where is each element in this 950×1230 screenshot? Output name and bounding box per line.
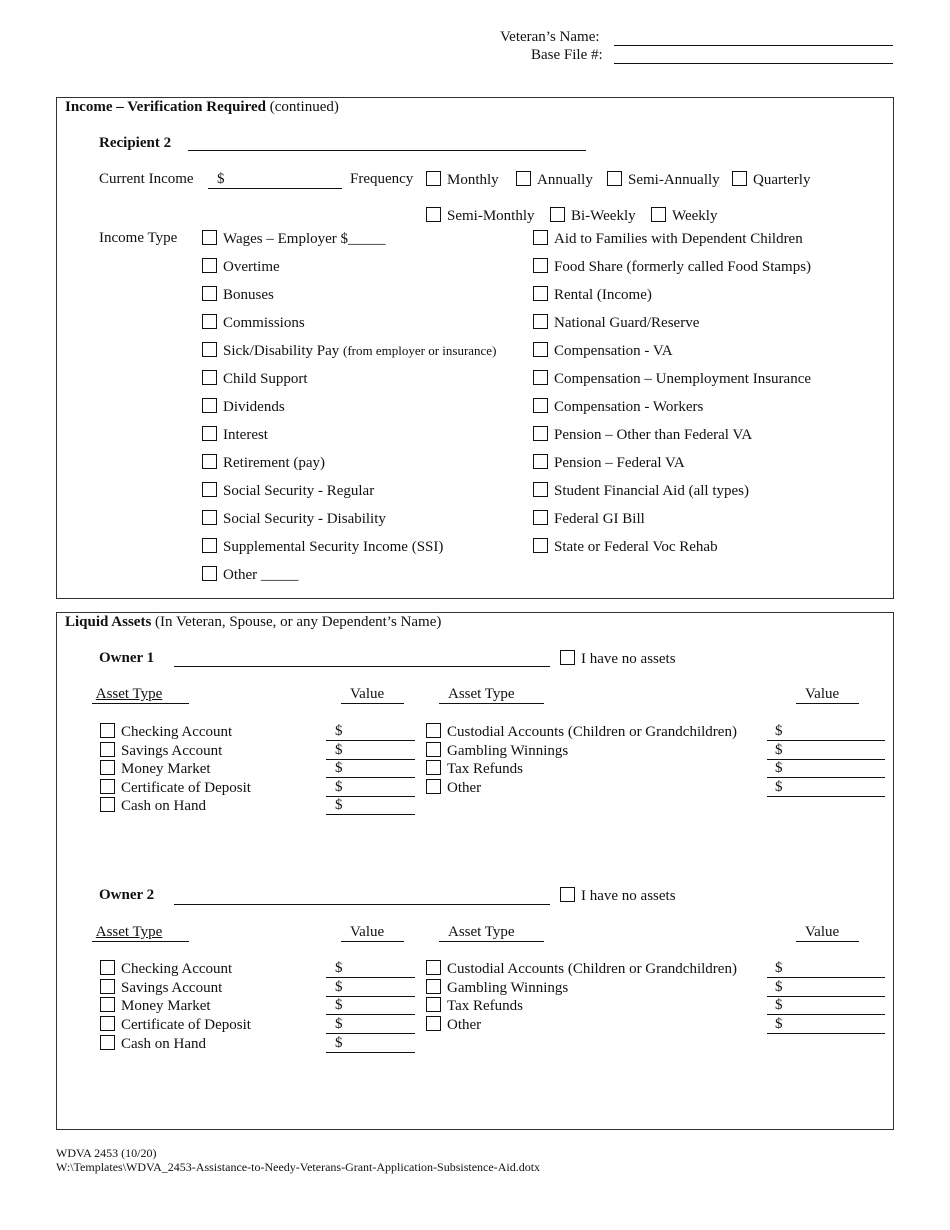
form-id: WDVA 2453 (10/20) bbox=[56, 1146, 157, 1160]
income-type-comp-unemployment[interactable]: Compensation – Unemployment Insurance bbox=[533, 370, 811, 388]
recipient-name-field[interactable] bbox=[188, 150, 586, 151]
owner-2-value-header-right: Value bbox=[805, 924, 840, 940]
owner-2-asset-money-market[interactable]: Money Market bbox=[100, 997, 211, 1015]
income-section-title: Income – Verification Required (continued) bbox=[65, 99, 339, 115]
dollar-sign: $ bbox=[335, 779, 343, 795]
income-type-national-guard[interactable]: National Guard/Reserve bbox=[533, 314, 699, 332]
owner-1-asset-savings[interactable]: Savings Account bbox=[100, 742, 222, 760]
checkbox-icon[interactable] bbox=[100, 742, 115, 757]
checkbox-icon[interactable] bbox=[100, 760, 115, 775]
dollar-sign: $ bbox=[775, 979, 783, 995]
income-type-pension-federal-va[interactable]: Pension – Federal VA bbox=[533, 454, 685, 472]
checkbox-icon[interactable] bbox=[533, 482, 548, 497]
checkbox-icon[interactable] bbox=[533, 426, 548, 441]
checkbox-icon[interactable] bbox=[100, 779, 115, 794]
income-type-interest[interactable]: Interest bbox=[202, 426, 268, 444]
header-underline bbox=[341, 703, 404, 704]
owner-1-asset-type-header-right: Asset Type bbox=[448, 686, 515, 702]
income-type-ssi[interactable]: Supplemental Security Income (SSI) bbox=[202, 538, 443, 556]
checkbox-icon[interactable] bbox=[533, 370, 548, 385]
owner-2-asset-checking[interactable]: Checking Account bbox=[100, 960, 232, 978]
checkbox-icon[interactable] bbox=[202, 566, 217, 581]
checkbox-icon[interactable] bbox=[533, 454, 548, 469]
income-type-sick-disability[interactable]: Sick/Disability Pay (from employer or insurance) bbox=[202, 342, 496, 360]
owner-2-asset-cd[interactable]: Certificate of Deposit bbox=[100, 1016, 251, 1034]
dollar-sign: $ bbox=[775, 960, 783, 976]
checkbox-icon[interactable] bbox=[100, 797, 115, 812]
checkbox-icon[interactable] bbox=[202, 398, 217, 413]
owner-1-asset-checking[interactable]: Checking Account bbox=[100, 723, 232, 741]
owner-2-value-header: Value bbox=[350, 924, 385, 940]
dollar-sign: $ bbox=[335, 797, 343, 813]
checkbox-icon[interactable] bbox=[202, 258, 217, 273]
template-path: W:\Templates\WDVA_2453-Assistance-to-Needy-Veterans-Grant-Application-Subsistence-Aid.dotx bbox=[56, 1160, 541, 1174]
checkbox-icon[interactable] bbox=[202, 230, 217, 245]
checkbox-icon[interactable] bbox=[100, 960, 115, 975]
owner-1-value-field-right[interactable] bbox=[767, 759, 885, 760]
income-type-afdc[interactable]: Aid to Families with Dependent Children bbox=[533, 230, 803, 248]
freq-bi-weekly[interactable]: Bi-Weekly bbox=[550, 207, 636, 225]
checkbox-icon[interactable] bbox=[202, 454, 217, 469]
income-type-comp-va[interactable]: Compensation - VA bbox=[533, 342, 673, 360]
checkbox-icon[interactable] bbox=[651, 207, 666, 222]
checkbox-icon[interactable] bbox=[533, 538, 548, 553]
income-type-rental[interactable]: Rental (Income) bbox=[533, 286, 652, 304]
owner-1-asset-cd[interactable]: Certificate of Deposit bbox=[100, 779, 251, 797]
owner-1-asset-tax-refunds[interactable]: Tax Refunds bbox=[426, 760, 523, 778]
dollar-sign: $ bbox=[775, 723, 783, 739]
checkbox-icon[interactable] bbox=[533, 258, 548, 273]
dollar-sign: $ bbox=[335, 760, 343, 776]
freq-annually[interactable]: Annually bbox=[516, 171, 593, 189]
owner-1-label: Owner 1 bbox=[99, 650, 155, 666]
freq-monthly[interactable]: Monthly bbox=[426, 171, 499, 189]
recipient-label: Recipient 2 bbox=[99, 135, 172, 151]
freq-quarterly[interactable]: Quarterly bbox=[732, 171, 810, 189]
income-type-child-support[interactable]: Child Support bbox=[202, 370, 308, 388]
owner-1-value-field[interactable] bbox=[326, 740, 415, 741]
owner-2-asset-type-header-right: Asset Type bbox=[448, 924, 515, 940]
dollar-sign: $ bbox=[775, 997, 783, 1013]
header-underline bbox=[439, 703, 544, 704]
owner-2-asset-other[interactable]: Other bbox=[426, 1016, 481, 1034]
veteran-name-field[interactable] bbox=[614, 45, 893, 46]
checkbox-icon[interactable] bbox=[560, 650, 575, 665]
checkbox-icon[interactable] bbox=[202, 426, 217, 441]
checkbox-icon[interactable] bbox=[533, 342, 548, 357]
dollar-sign: $ bbox=[335, 979, 343, 995]
dollar-sign: $ bbox=[335, 960, 343, 976]
header-underline bbox=[341, 941, 404, 942]
income-type-food-share[interactable]: Food Share (formerly called Food Stamps) bbox=[533, 258, 811, 276]
current-income-field[interactable] bbox=[208, 188, 342, 189]
owner-2-value-field[interactable] bbox=[326, 1014, 415, 1015]
checkbox-icon[interactable] bbox=[100, 1016, 115, 1031]
income-type-voc-rehab[interactable]: State or Federal Voc Rehab bbox=[533, 538, 718, 556]
owner-1-value-field-right[interactable] bbox=[767, 796, 885, 797]
base-file-label: Base File #: bbox=[531, 47, 603, 63]
checkbox-icon[interactable] bbox=[426, 1016, 441, 1031]
dollar-sign: $ bbox=[775, 1016, 783, 1032]
checkbox-icon[interactable] bbox=[202, 538, 217, 553]
checkbox-icon[interactable] bbox=[533, 230, 548, 245]
owner-2-value-field-right[interactable] bbox=[767, 996, 885, 997]
checkbox-icon[interactable] bbox=[100, 723, 115, 738]
checkbox-icon[interactable] bbox=[100, 997, 115, 1012]
owner-1-no-assets[interactable]: I have no assets bbox=[560, 650, 676, 668]
owner-1-value-field[interactable] bbox=[326, 814, 415, 815]
freq-semi-annually[interactable]: Semi-Annually bbox=[607, 171, 720, 189]
owner-2-label: Owner 2 bbox=[99, 887, 155, 903]
income-type-dividends[interactable]: Dividends bbox=[202, 398, 285, 416]
checkbox-icon[interactable] bbox=[100, 979, 115, 994]
income-type-bonuses[interactable]: Bonuses bbox=[202, 286, 274, 304]
owner-1-value-header: Value bbox=[350, 686, 385, 702]
checkbox-icon[interactable] bbox=[100, 1035, 115, 1050]
owner-2-asset-type-header: Asset Type bbox=[95, 924, 163, 940]
income-type-overtime[interactable]: Overtime bbox=[202, 258, 280, 276]
owner-2-value-field-right[interactable] bbox=[767, 977, 885, 978]
owner-2-value-field[interactable] bbox=[326, 1052, 415, 1053]
checkbox-icon[interactable] bbox=[426, 997, 441, 1012]
checkbox-icon[interactable] bbox=[607, 171, 622, 186]
income-type-other[interactable]: Other _____ bbox=[202, 566, 298, 584]
owner-2-asset-cash[interactable]: Cash on Hand bbox=[100, 1035, 206, 1053]
income-type-ss-disability[interactable]: Social Security - Disability bbox=[202, 510, 386, 528]
owner-1-value-field-right[interactable] bbox=[767, 777, 885, 778]
income-type-gi-bill[interactable]: Federal GI Bill bbox=[533, 510, 645, 528]
checkbox-icon[interactable] bbox=[202, 510, 217, 525]
header-underline bbox=[796, 703, 859, 704]
owner-2-value-field-right[interactable] bbox=[767, 1033, 885, 1034]
income-type-retirement[interactable]: Retirement (pay) bbox=[202, 454, 325, 472]
owner-2-asset-savings[interactable]: Savings Account bbox=[100, 979, 222, 997]
owner-1-value-header-right: Value bbox=[805, 686, 840, 702]
owner-2-no-assets[interactable]: I have no assets bbox=[560, 887, 676, 905]
checkbox-icon[interactable] bbox=[202, 314, 217, 329]
owner-2-name-field[interactable] bbox=[174, 904, 550, 905]
checkbox-icon[interactable] bbox=[550, 207, 565, 222]
income-type-comp-workers[interactable]: Compensation - Workers bbox=[533, 398, 703, 416]
owner-1-asset-gambling[interactable]: Gambling Winnings bbox=[426, 742, 568, 760]
owner-2-asset-gambling[interactable]: Gambling Winnings bbox=[426, 979, 568, 997]
current-income-label: Current Income bbox=[99, 171, 194, 187]
checkbox-icon[interactable] bbox=[533, 286, 548, 301]
checkbox-icon[interactable] bbox=[426, 760, 441, 775]
checkbox-icon[interactable] bbox=[533, 510, 548, 525]
dollar-sign: $ bbox=[335, 1035, 343, 1051]
checkbox-icon[interactable] bbox=[426, 171, 441, 186]
checkbox-icon[interactable] bbox=[202, 482, 217, 497]
dollar-sign: $ bbox=[335, 742, 343, 758]
checkbox-icon[interactable] bbox=[202, 370, 217, 385]
checkbox-icon[interactable] bbox=[426, 979, 441, 994]
checkbox-icon[interactable] bbox=[202, 342, 217, 357]
owner-1-value-field[interactable] bbox=[326, 777, 415, 778]
current-income-dollar: $ bbox=[217, 171, 225, 187]
owner-2-asset-tax-refunds[interactable]: Tax Refunds bbox=[426, 997, 523, 1015]
income-type-commissions[interactable]: Commissions bbox=[202, 314, 305, 332]
owner-2-value-field[interactable] bbox=[326, 977, 415, 978]
checkbox-icon[interactable] bbox=[516, 171, 531, 186]
checkbox-icon[interactable] bbox=[426, 779, 441, 794]
freq-semi-monthly[interactable]: Semi-Monthly bbox=[426, 207, 535, 225]
base-file-field[interactable] bbox=[614, 63, 893, 64]
owner-1-asset-custodial[interactable]: Custodial Accounts (Children or Grandchildren) bbox=[426, 723, 737, 741]
owner-1-asset-type-header: Asset Type bbox=[95, 686, 163, 702]
income-type-ss-regular[interactable]: Social Security - Regular bbox=[202, 482, 374, 500]
dollar-sign: $ bbox=[335, 997, 343, 1013]
dollar-sign: $ bbox=[335, 1016, 343, 1032]
owner-2-value-field[interactable] bbox=[326, 1033, 415, 1034]
owner-1-name-field[interactable] bbox=[174, 666, 550, 667]
freq-weekly[interactable]: Weekly bbox=[651, 207, 717, 225]
checkbox-icon[interactable] bbox=[560, 887, 575, 902]
income-type-label: Income Type bbox=[99, 230, 178, 246]
income-type-pension-other[interactable]: Pension – Other than Federal VA bbox=[533, 426, 752, 444]
header-underline bbox=[92, 941, 189, 942]
checkbox-icon[interactable] bbox=[426, 723, 441, 738]
income-type-wages[interactable]: Wages – Employer $_____ bbox=[202, 230, 386, 248]
header-underline bbox=[439, 941, 544, 942]
dollar-sign: $ bbox=[335, 723, 343, 739]
frequency-label: Frequency bbox=[350, 171, 414, 187]
header-underline bbox=[796, 941, 859, 942]
veteran-name-label: Veteran’s Name: bbox=[500, 29, 600, 45]
assets-section-title: Liquid Assets (In Veteran, Spouse, or any Dependent’s Name) bbox=[65, 614, 442, 630]
dollar-sign: $ bbox=[775, 779, 783, 795]
owner-1-asset-cash[interactable]: Cash on Hand bbox=[100, 797, 206, 815]
checkbox-icon[interactable] bbox=[426, 960, 441, 975]
checkbox-icon[interactable] bbox=[533, 398, 548, 413]
owner-1-asset-other[interactable]: Other bbox=[426, 779, 481, 797]
owner-1-value-field-right[interactable] bbox=[767, 740, 885, 741]
income-type-student-aid[interactable]: Student Financial Aid (all types) bbox=[533, 482, 749, 500]
dollar-sign: $ bbox=[775, 760, 783, 776]
owner-1-asset-money-market[interactable]: Money Market bbox=[100, 760, 211, 778]
header-underline bbox=[92, 703, 189, 704]
checkbox-icon[interactable] bbox=[533, 314, 548, 329]
owner-2-value-field-right[interactable] bbox=[767, 1014, 885, 1015]
owner-2-asset-custodial[interactable]: Custodial Accounts (Children or Grandchildren) bbox=[426, 960, 737, 978]
checkbox-icon[interactable] bbox=[202, 286, 217, 301]
checkbox-icon[interactable] bbox=[732, 171, 747, 186]
checkbox-icon[interactable] bbox=[426, 207, 441, 222]
dollar-sign: $ bbox=[775, 742, 783, 758]
checkbox-icon[interactable] bbox=[426, 742, 441, 757]
